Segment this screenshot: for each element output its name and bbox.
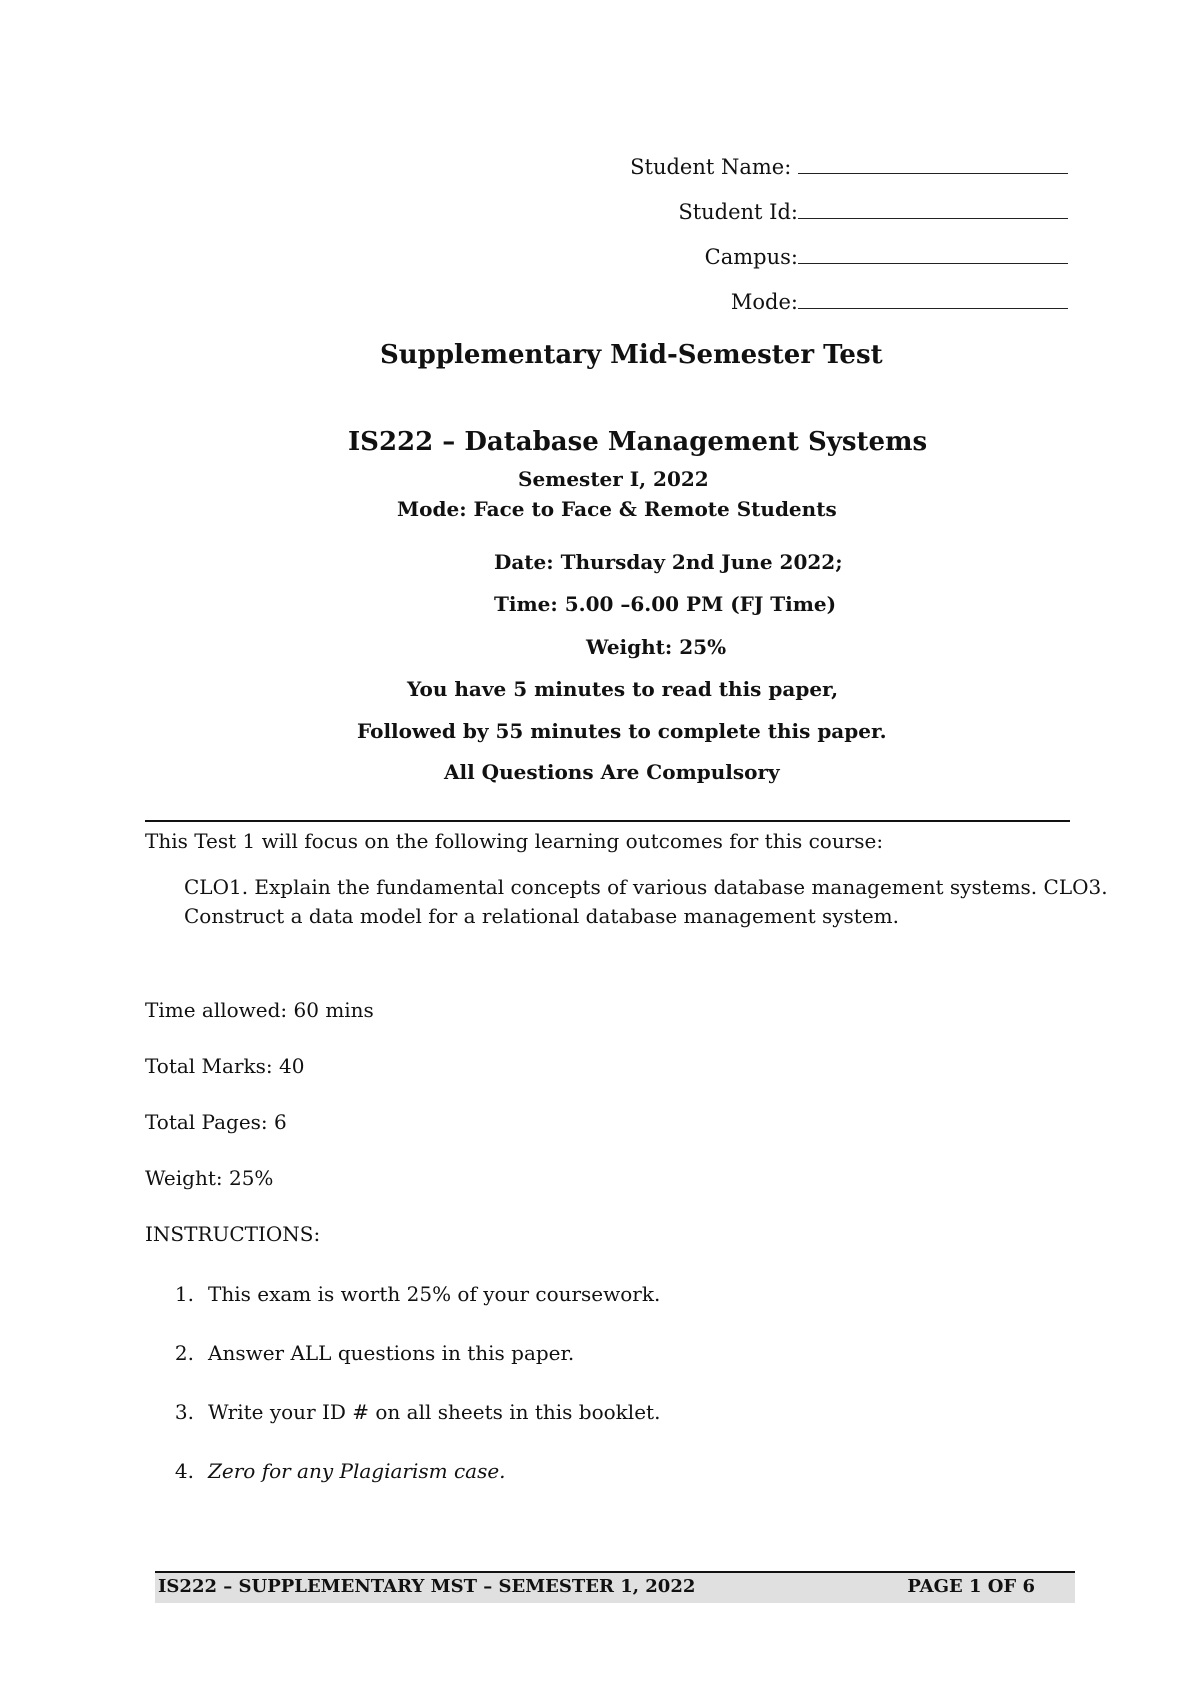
list-item-number: 2. <box>174 1341 194 1365</box>
weight-text: Weight: 25% <box>586 635 727 659</box>
list-item-number: 3. <box>174 1400 194 1424</box>
mode-field[interactable] <box>731 290 1068 314</box>
mode-text: Mode: Face to Face & Remote Students <box>397 497 837 521</box>
campus-label: Campus: <box>704 245 798 269</box>
date-text: Date: Thursday 2nd June 2022; <box>494 550 843 574</box>
completion-time-text: Followed by 55 minutes to complete this paper. <box>357 719 887 743</box>
campus-field[interactable] <box>705 245 1068 269</box>
student-id-field[interactable] <box>678 200 1068 224</box>
list-item-text: This exam is worth 25% of your coursework. <box>208 1282 661 1306</box>
semester-text: Semester I, 2022 <box>518 467 709 491</box>
course-title: IS222 – Database Management Systems <box>348 427 928 457</box>
test-title: Supplementary Mid-Semester Test <box>380 340 883 370</box>
mode-label: Mode: <box>730 290 798 314</box>
weight-detail: Weight: 25% <box>145 1166 274 1190</box>
list-item-text: Answer ALL questions in this paper. <box>208 1341 575 1365</box>
student-name-label: Student Name: <box>630 155 792 179</box>
list-item-number: 1. <box>174 1282 194 1306</box>
time-allowed: Time allowed: 60 mins <box>145 998 374 1022</box>
list-item-text: Zero for any Plagiarism case. <box>208 1459 506 1483</box>
learning-outcome-line-1: CLO1. Explain the fundamental concepts of various database management systems. CLO3. <box>184 875 1108 899</box>
learning-outcomes-intro: This Test 1 will focus on the following learning outcomes for this course: <box>145 829 884 853</box>
list-item-number: 4. <box>174 1459 194 1483</box>
learning-outcome-line-2: Construct a data model for a relational database management system. <box>184 904 899 928</box>
student-id-blank[interactable] <box>798 200 1068 219</box>
list-item <box>170 1282 870 1310</box>
mode-blank[interactable] <box>798 290 1068 309</box>
footer-course-label: IS222 – SUPPLEMENTARY MST – SEMESTER 1, 2022 <box>158 1576 696 1597</box>
total-pages: Total Pages: 6 <box>145 1110 287 1134</box>
list-item <box>170 1459 870 1487</box>
time-text: Time: 5.00 –6.00 PM (FJ Time) <box>494 592 837 616</box>
student-id-label: Student Id: <box>678 200 798 224</box>
student-name-blank[interactable] <box>798 155 1068 174</box>
campus-blank[interactable] <box>798 245 1068 264</box>
total-marks: Total Marks: 40 <box>145 1054 305 1078</box>
student-name-field[interactable] <box>630 155 1068 179</box>
footer-page-number: PAGE 1 OF 6 <box>907 1576 1035 1597</box>
instructions-heading: INSTRUCTIONS: <box>145 1222 321 1246</box>
list-item <box>170 1341 870 1369</box>
compulsory-text: All Questions Are Compulsory <box>444 760 780 784</box>
section-divider <box>145 820 1070 822</box>
reading-time-text: You have 5 minutes to read this paper, <box>407 677 839 701</box>
page-footer <box>155 1571 1075 1603</box>
list-item-text: Write your ID # on all sheets in this booklet. <box>208 1400 661 1424</box>
list-item <box>170 1400 870 1428</box>
